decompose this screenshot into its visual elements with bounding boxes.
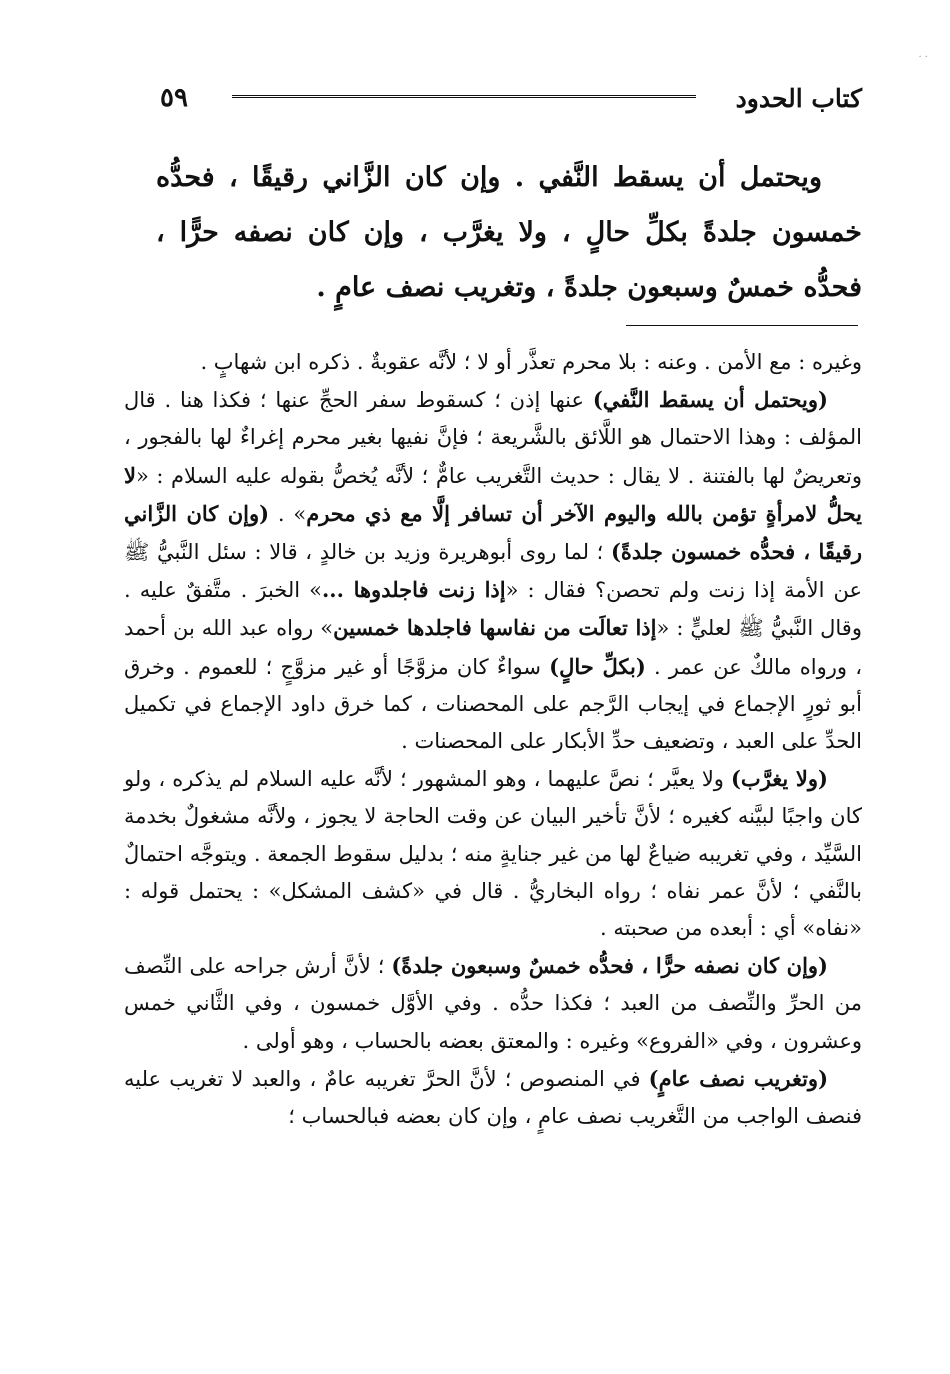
commentary-paragraph-3	[124, 760, 862, 947]
commentary-paragraph-2	[124, 381, 862, 760]
footnote-separator	[626, 325, 858, 326]
text-run: ؛ لأنَّ أرش جراحه على النِّصف من الحرِّ والنِّصف من العبد ؛ فكذا حدُّه . وفي الأوَّل خمسون ، وفي الثَّاني خمس وعشرون ، وفي «الفروع» وغيره : والمعتق بعضه بالحساب ، وهو أولى .	[124, 954, 862, 1053]
commentary-paragraph-4	[124, 947, 862, 1060]
scan-speck: · ·	[918, 52, 928, 63]
text-run: وغيره : مع الأمن . وعنه : بلا محرم تعذَّر أو لا ؛ لأنَّه عقوبةٌ . ذكره ابن شهابٍ .	[200, 350, 862, 374]
text-run: » رواه عبد الله بن أحمد ، ورواه مالكٌ عن عمر .	[124, 616, 862, 679]
text-run: سواءٌ كان مزوَّجًا أو غير مزوَّجٍ ؛ للعموم . وخرق أبو ثورٍ الإجماع في إيجاب الرَّجم على المحصنات ، كما خرق داود الإجماع في تكميل الحدِّ على العبد ، وتضعيف حدِّ الأبكار على المحصنات .	[124, 654, 862, 754]
quoted-matn: (ويحتمل أن يسقط النَّفي)	[592, 387, 828, 413]
main-text-paragraph: ويحتمل أن يسقط النَّفي . وإن كان الزَّاني رقيقًا ، فحدُّه خمسون جلدةً بكلِّ حالٍ ، ولا يغرَّب ، وإن كان نصفه حرًّا ، فحدُّه خمسٌ وسبعون جلدةً ، وتغريب نصف عامٍ .	[156, 162, 862, 303]
header-rule	[232, 95, 696, 101]
text-run: في المنصوص ؛ لأنَّ الحرَّ تغريبه عامٌ ، والعبد لا تغريب عليه فنصف الواجب من التَّغريب نصف عامٍ ، وإن كان بعضه فبالحساب ؛	[124, 1066, 862, 1129]
text-run: ولا يعيَّر ؛ نصَّ عليهما ، وهو المشهور ؛ لأنَّه عليه السلام لم يذكره ، ولو كان واجبًا لبيَّنه كغيره ؛ لأنَّ تأخير البيان عن وقت الحاجة لا يجوز ، ولأنَّه مشغولٌ بخدمة السَّيِّد ، وفي تغريبه ضياعٌ لها من غير جنايةٍ منه ؛ بدليل سقوط الجمعة . ويتوجَّه احتمالٌ بالنَّفي ؛ لأنَّ عمر نفاه ؛ رواه البخاريُّ . قال في «كشف المشكل» : يحتمل قوله : «نفاه» أي : أبعده من صحبته .	[124, 767, 862, 941]
main-text	[156, 150, 862, 315]
quoted-matn: (وإن كان الزَّاني رقيقًا ، فحدُّه خمسون جلدةً)	[124, 500, 862, 565]
text-run: » الخبرَ . متَّفقٌ عليه . وقال النَّبيُّ ﷺ لعليٍّ : «	[124, 578, 862, 641]
quoted-matn: (وتغريب نصف عامٍ)	[648, 1065, 828, 1091]
commentary-paragraph-5	[124, 1060, 862, 1135]
hadith-quote: إذا زنت فاجلدوها ...	[321, 577, 506, 603]
quoted-matn: (وإن كان نصفه حرًّا ، فحدُّه خمسٌ وسبعون جلدةً)	[391, 953, 828, 979]
text-run: » .	[269, 501, 307, 526]
hadith-quote: لا يحلُّ لامرأةٍ تؤمن بالله واليوم الآخر أن تسافر إلَّا مع ذي محرم	[124, 462, 863, 526]
commentary-paragraph-1	[124, 344, 862, 381]
running-title: كتاب الحدود	[735, 83, 862, 113]
page-number: ٥٩	[160, 83, 188, 113]
text-run: ؛ لما روى أبوهريرة وزيد بن خالدٍ ، قالا : سئل النَّبيُّ ﷺ عن الأمة إذا زنت ولم تحصن؟ فقال : «	[124, 540, 862, 603]
hadith-quote: إذا تعالَت من نفاسها فاجلدها خمسين	[333, 615, 657, 641]
page-header	[160, 78, 862, 118]
commentary	[124, 344, 862, 1135]
quoted-matn: (ولا يغرَّب)	[730, 766, 828, 792]
text-run: عنها إذن ؛ كسقوط سفر الحجِّ عنها ؛ فكذا هنا . قال المؤلف : وهذا الاحتمال هو اللَّائق بالشَّريعة ؛ فإنَّ نفيها بغير محرم إغراءٌ لها بالفجور ، وتعريضٌ لها بالفتنة . لا يقال : حديث التَّغريب عامٌّ ؛ لأنَّه يُخصُّ بقوله عليه السلام : «	[124, 388, 862, 488]
quoted-matn: (بكلِّ حالٍ)	[549, 653, 646, 679]
